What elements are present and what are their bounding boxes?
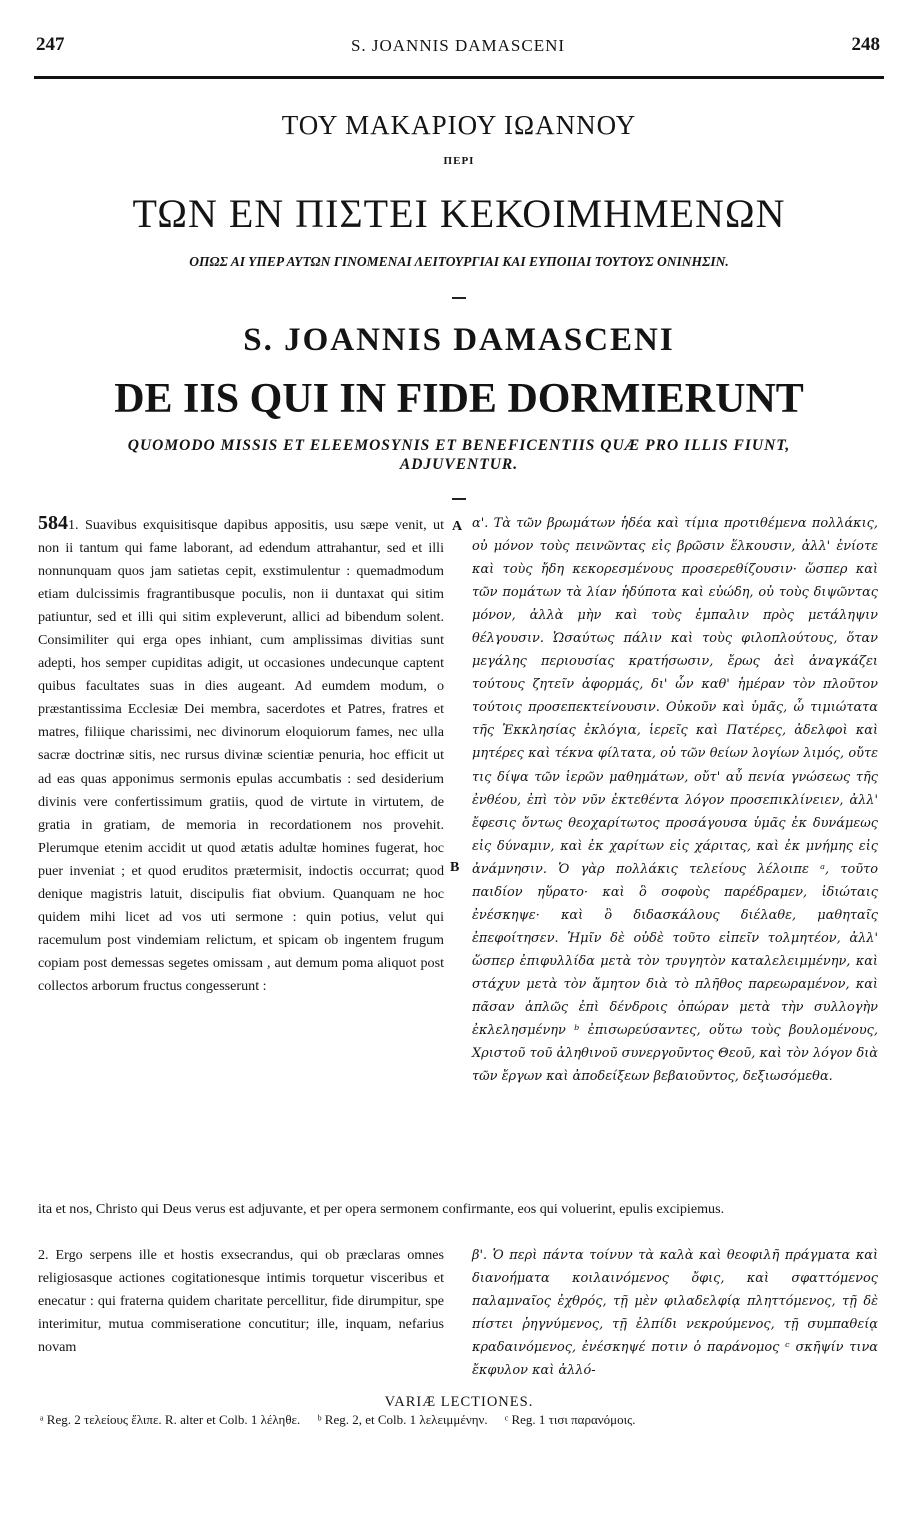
divider-dash (452, 498, 466, 500)
greek-paragraph-2: β'. Ὁ περὶ πάντα τοίνυν τὰ καλὰ καὶ θεοφιλῆ πράγματα καὶ διανοήματα κοιλαινόμενος ὄφις, καὶ σφαττόμενος παλαμναῖος ἐχθρός, τῇ μὲν φιλαδελφίᾳ πληττόμενος, τῇ δὲ πίστει ῥηγνύμενος, τῇ ἐλπίδι νεκρούμενος, τῇ συμπαθείᾳ κραδαινόμενος, ἐνέσκηψέ ποτιν ὁ παράνομος ᶜ σκῆψίν τινα ἔκφυλον καὶ ἀλλό- (472, 1248, 878, 1378)
latin-paragraph-1 (38, 512, 444, 998)
margin-marker-b: B (450, 860, 460, 875)
latin-title-line2: DE IIS QUI IN FIDE DORMIERUNT (114, 376, 804, 422)
column-number: 584 (38, 512, 68, 534)
latin-column-2 (38, 1244, 444, 1359)
greek-subtitle: ΟΠΩΣ ΑΙ ΥΠΕΡ ΑΥΤΩΝ ΓΙΝΟΜΕΝΑΙ ΛΕΙΤΟΥΡΓΙΑΙ ΚΑΙ ΕΥΠΟΙΙΑΙ ΤΟΥΤΟΥΣ ΟΝΙΝΗΣΙΝ. (189, 254, 729, 269)
greek-title-peri: ΠΕΡΙ (443, 155, 475, 167)
greek-paragraph-1: α'. Τὰ τῶν βρωμάτων ἡδέα καὶ τίμια προτιθέμενα πολλάκις, οὐ μόνον τοὺς πεινῶντας εἰς βρῶσιν ἕλκουσιν, ἀλλ' ἐνίοτε καὶ τοὺς ἤδη κεκορεσμένους προσερεθίζουσιν· ὥσπερ καὶ τῶν πομάτων τὰ λίαν ἡδύποτα καὶ εὐώδη, οὐ τοὺς διψῶντας μόνον, ἀλλὰ μὴν καὶ τοὺς ἐμπαλιν πρὸς μετάληψιν θέλγουσιν. Ὡσαύτως πάλιν καὶ τοὺς φιλοπλούτους, ὅταν μεγάλης περιουσίας κρατήσωσιν, ἔρως ἀεὶ ἀναγκάζει τούτους ζητεῖν ἀφορμάς, δι' ὧν καθ' ἡμέραν τὸν πλοῦτον τούτοις προσεπεκτείνουσιν. Οὐκοῦν καὶ ὑμᾶς, ὦ τιμιώτατα τῆς Ἐκκλησίας ἐκλόγια, ἱερεῖς καὶ Πατέρες, ἀδελφοὶ καὶ μητέρες καὶ τέκνα φίλτατα, οὐ τῶν θείων λογίων λιμός, οὔτε τις δίψα τῶν ἱερῶν μαθημάτων, οὔτ' αὖ πενία γνώσεως τῆς ἐνθέου, ἐπὶ τὸν νῦν ἐκτεθέντα λόγον προσεπικλίνειεν, ἀλλ' ἔφεσις ὄντως θεοχαρίτωτος προσάγουσα ὑμᾶς ἐκ δυνάμεως εἰς δύναμιν, καὶ ἐκ χαρίτων εἰς χάριτας, καὶ ἐκ μνήμης εἰς ἀνάμνησιν. Ὁ γὰρ πολλάκις τελείους λέλοιπε ᵃ, τοῦτο παιδίον ηὕρατο· καὶ ὃ σοφοὺς παρέδραμεν, ἰδιώταις ἐνέσκηψε· καὶ ὃ διδασκάλους διέλαθε, μαθηταῖς ἐπεφοίτησεν. Ἡμῖν δὲ οὐδὲ τοῦτο εἰπεῖν τολμητέον, ἀλλ' ὥσπερ ἐπιφυλλίδα μετὰ τὸν τρυγητὸν καταλελειμμένην, καὶ στάχυν μετὰ τὸν ἄμητον διὰ τὸ πλῆθος παρεωραμένον, καὶ πᾶσαν ἁπλῶς ἐπὶ δένδροις ὀπώραν μετὰ τὴν συλλογὴν ἐκλελησμένην ᵇ ἐπισωρεύσαντες, οὕτω τοὺς βουλομένους, Χριστοῦ τοῦ ἀληθινοῦ συνεργοῦντος Θεοῦ, καὶ τὸν λόγον διὰ τῶν ἔργων καὶ ἀποδείξεων βεβαιοῦντος, δεξιωσόμεθα. (472, 516, 878, 1085)
running-head (36, 34, 880, 58)
running-title: S. JOANNIS DAMASCENI (350, 36, 566, 55)
greek-title-line1: ΤΟΥ ΜΑΚΑΡΙΟΥ ΙΩΑΝΝΟΥ (281, 110, 637, 140)
margin-marker-a: A (452, 519, 463, 534)
bridge-line: ita et nos, Christo qui Deus verus est adjuvante, et per opera sermonem confirmante, eos qui voluerint, epulis excipiemus. (38, 1201, 725, 1217)
divider-dash (452, 297, 466, 299)
variae-note-a: ᵃ Reg. 2 τελείους ἔλιπε. R. alter et Colb. 1 λέληθε. (40, 1412, 301, 1427)
page-number-right: 248 (851, 34, 880, 55)
variae-title: VARIÆ LECTIONES. (384, 1394, 534, 1410)
latin-column (38, 512, 444, 998)
header-rule (34, 76, 884, 79)
greek-title-line2: ΤΩΝ ΕΝ ΠΙΣΤΕΙ ΚΕΚΟΙΜΗΜΕΝΩΝ (132, 191, 786, 236)
latin-subtitle-line1: QUOMODO MISSIS ET ELEEMOSYNIS ET BENEFICENTIIS QUÆ PRO ILLIS FIUNT, (127, 437, 791, 454)
latin-title-line1: S. JOANNIS DAMASCENI (243, 322, 675, 358)
greek-column (472, 512, 878, 1088)
variae-notes (40, 1412, 890, 1428)
latin-subtitle-line2: ADJUVENTUR. (399, 456, 519, 473)
variae-note-b: ᵇ Reg. 2, et Colb. 1 λελειμμένην. (317, 1412, 488, 1427)
greek-column-2 (472, 1244, 878, 1382)
latin-subtitle (30, 436, 888, 474)
latin-paragraph-1-text: 1. Suavibus exquisitisque dapibus appositis, usu sæpe venit, ut non ii tantum qui fame laborant, ad edendum attrahantur, sed et illi nonnunquam quos jam satietas cepit, exstimulentur : quemadmodum etiam dulcissimis fragrantibusque poculis, non ii duntaxat qui sitim patiuntur, sed et illi qui sitim expleverunt, allici ad bibendum solent. Consimiliter qui erga opes inhiant, cum amplissimas divitias sunt adepti, hos semper cupiditas adigit, ut occasiones undecunque captent quibus facultates suas in dies augeant. Ad eumdem modum, o præstantissima Ecclesiæ Dei membra, sacerdotes et Patres, fratres et matres, filiique charissimi, nec divinorum eloquiorum fames, nec ulla sacræ doctrinæ sitis, nec rursus divinæ scientiæ penuria, hoc efficit ut ad eas quas apponimus sermonis epulas accumbatis : sed desiderium divinis vere confertissimum gratiis, quod de virtute in virtutem, de gratia in gratiam, de memoria in recordationem nos provehit. Plerumque etenim accidit ut quod ætatis adultæ homines fugerat, hoc puer inveniat ; et quod eruditos prætermisit, indoctis occurrat; quod denique magistris latuit, discipulis fiat obvium. Quanquam ne hoc quidem mihi licet ad vos uti sermone : quin potius, velut qui racemulum post vindemiam relictum, et spicam ob ingentem frugum copiam post demessas segetes omissam , aut demum poma aliquot post collectos arborum fructus congesserunt : (38, 517, 444, 994)
page-number-left: 247 (36, 34, 65, 55)
latin-paragraph-2: 2. Ergo serpens ille et hostis exsecrandus, qui ob præclaras omnes religiosasque actiones cogitationesque intimis torquetur visceribus et enecatur : qui fraterna quidem charitate percellitur, fide dirumpitur, spe interimitur, mutua commiseratione concutitur; ille, inquam, nefarius novam (38, 1247, 444, 1355)
variae-note-c: ᶜ Reg. 1 τισι παρανόμοις. (504, 1412, 636, 1427)
